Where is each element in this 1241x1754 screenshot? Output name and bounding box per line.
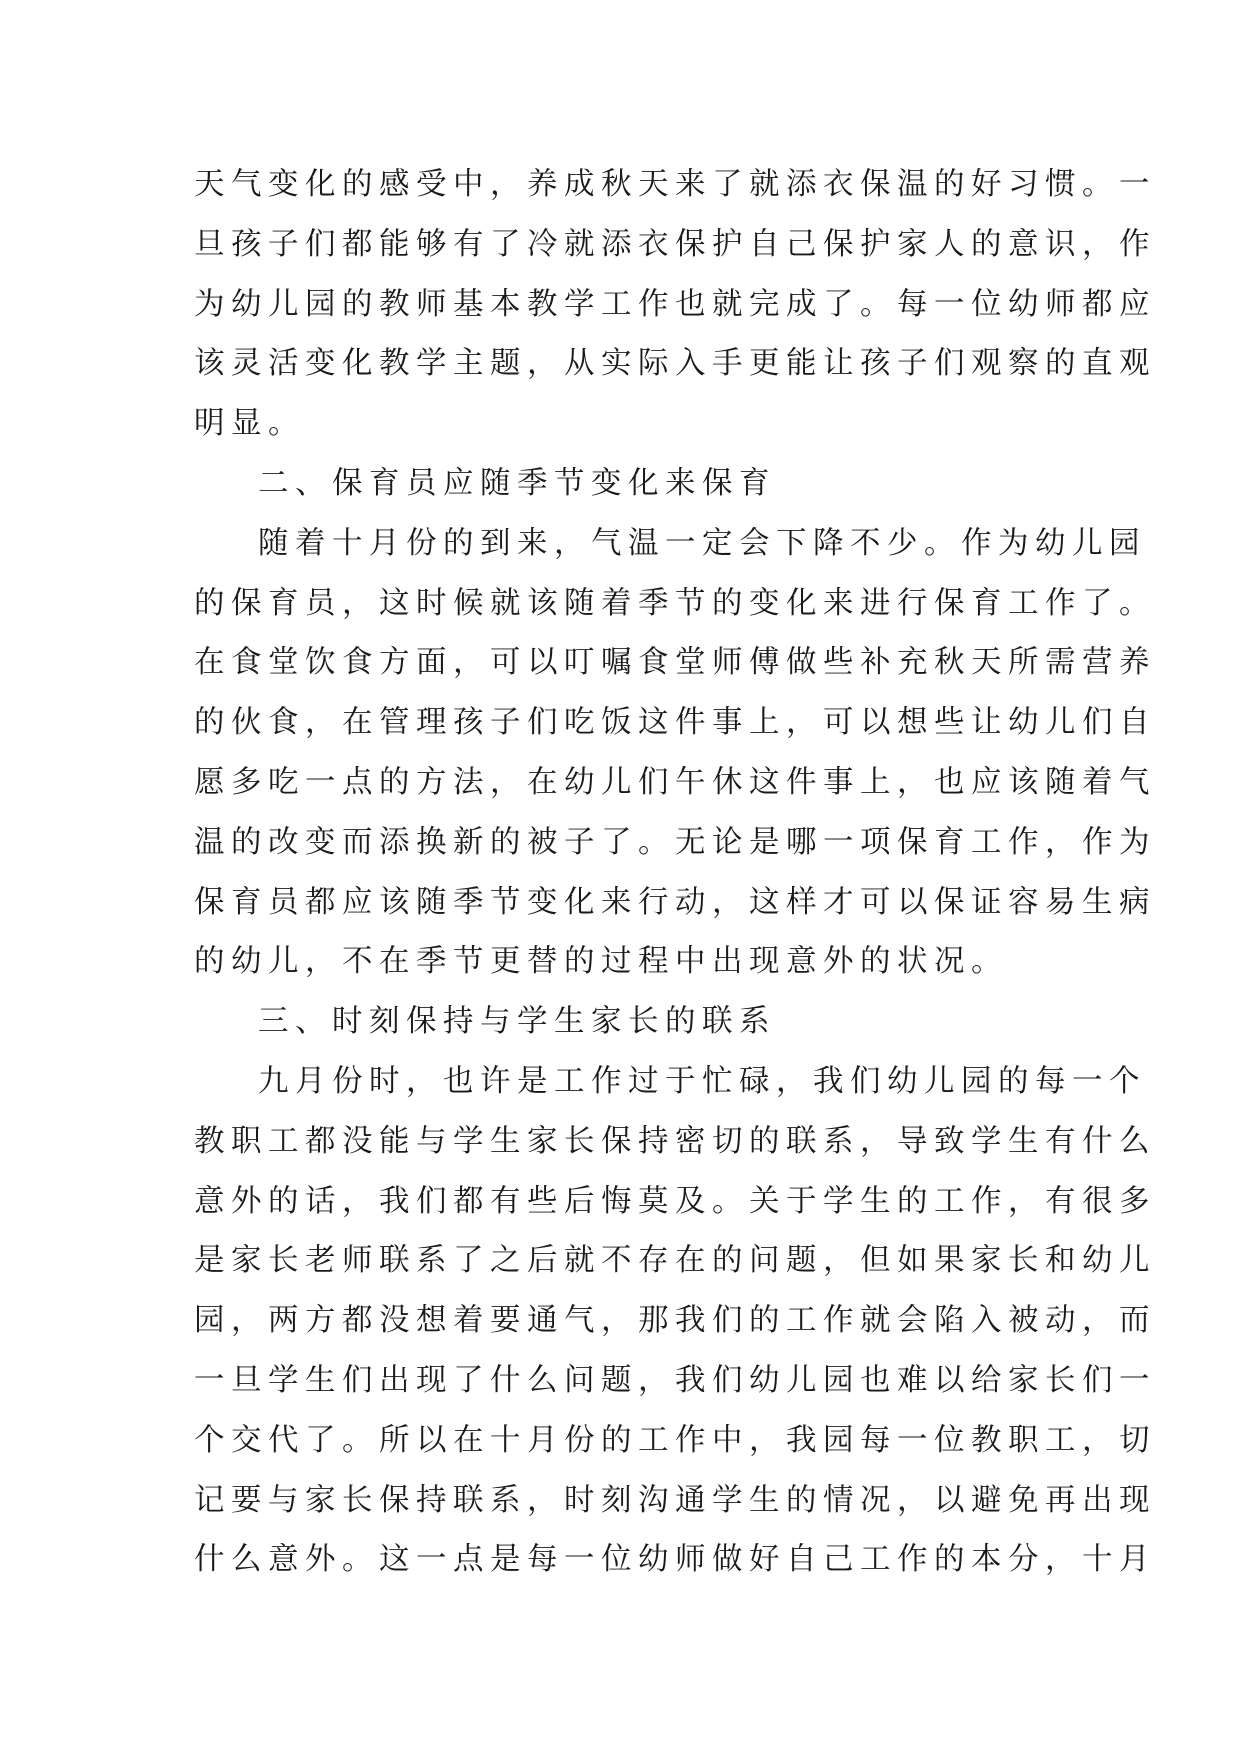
paragraph-first-line: 三、时刻保持与学生家长的联系	[258, 1004, 776, 1040]
text-line: 是家长老师联系了之后就不存在的问题，但如果家长和幼儿	[194, 1243, 1156, 1279]
text-line: 天气变化的感受中，养成秋天来了就添衣保温的好习惯。一	[194, 167, 1156, 202]
text-line: 的幼儿，不在季节更替的过程中出现意外的状况。	[194, 944, 1008, 980]
text-line: 为幼儿园的教师基本教学工作也就完成了。每一位幼师都应	[194, 286, 1156, 322]
text-line: 在食堂饮食方面，可以叮嘱食堂师傅做些补充秋天所需营养	[194, 645, 1156, 681]
paragraph-first-line: 随着十月份的到来，气温一定会下降不少。作为幼儿园	[258, 525, 1146, 561]
text-line: 该灵活变化教学主题，从实际入手更能让孩子们观察的直观	[194, 346, 1156, 382]
text-line: 明显。	[194, 406, 305, 442]
text-line: 教职工都没能与学生家长保持密切的联系，导致学生有什么	[194, 1123, 1156, 1159]
paragraph-first-line: 二、保育员应随季节变化来保育	[258, 465, 776, 501]
text-line: 的伙食，在管理孩子们吃饭这件事上，可以想些让幼儿们自	[194, 705, 1156, 741]
text-line: 个交代了。所以在十月份的工作中，我园每一位教职工，切	[194, 1422, 1156, 1458]
text-line: 温的改变而添换新的被子了。无论是哪一项保育工作，作为	[194, 824, 1156, 860]
paragraph-first-line: 九月份时，也许是工作过于忙碌，我们幼儿园的每一个	[258, 1063, 1146, 1099]
text-line: 什么意外。这一点是每一位幼师做好自己工作的本分，十月	[194, 1542, 1156, 1578]
text-line: 一旦学生们出现了什么问题，我们幼儿园也难以给家长们一	[194, 1362, 1156, 1398]
text-line: 愿多吃一点的方法，在幼儿们午休这件事上，也应该随着气	[194, 764, 1156, 800]
document-body	[194, 155, 1156, 1590]
text-line: 旦孩子们都能够有了冷就添衣保护自己保护家人的意识，作	[194, 226, 1156, 262]
text-line: 的保育员，这时候就该随着季节的变化来进行保育工作了。	[194, 585, 1156, 621]
text-line: 保育员都应该随季节变化来行动，这样才可以保证容易生病	[194, 884, 1156, 920]
text-line: 意外的话，我们都有些后悔莫及。关于学生的工作，有很多	[194, 1183, 1156, 1219]
text-line: 记要与家长保持联系，时刻沟通学生的情况，以避免再出现	[194, 1482, 1156, 1518]
text-line: 园，两方都没想着要通气，那我们的工作就会陷入被动，而	[194, 1303, 1156, 1339]
